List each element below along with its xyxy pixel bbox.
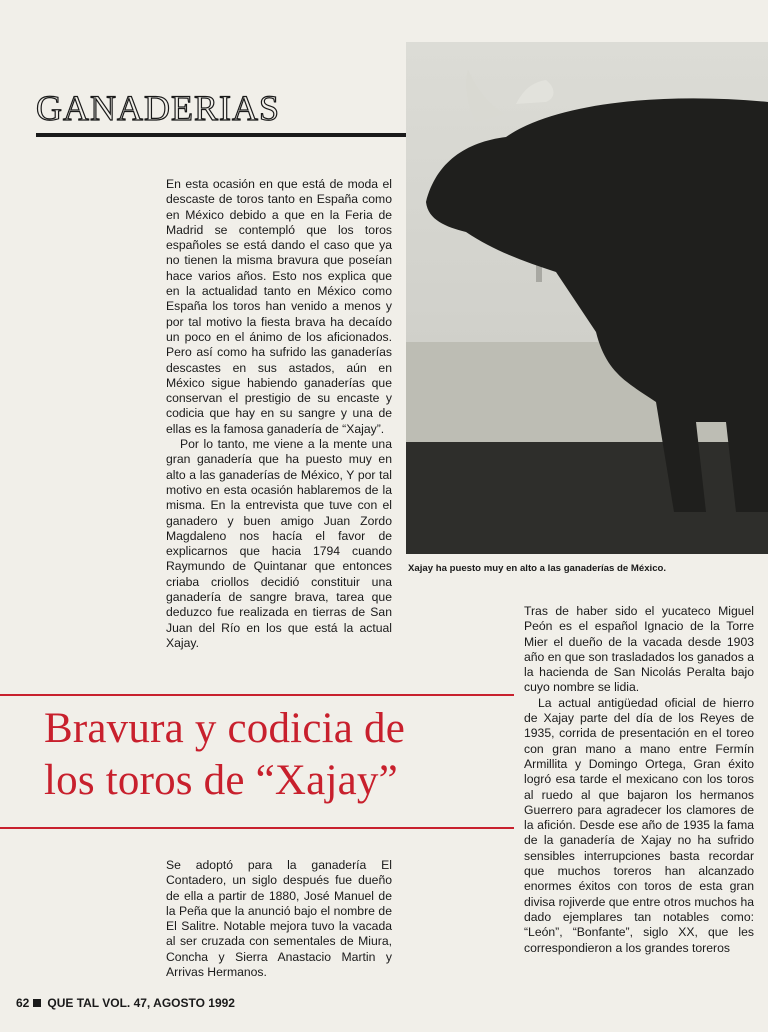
article-column-left-top <box>166 177 392 651</box>
section-title-rule <box>36 133 408 137</box>
paragraph: Se adoptó para la ganadería El Contadero, un siglo después fue dueño de ella a partir de 1880, José Manuel de la Peña que la anunció bajo el nombre de El Salitre. Notable mejora tuvo la vacada al ser cruzada con sementales de Miura, Concha y Sierra Anastacio Martin y Arrivas Hermanos. <box>166 858 392 980</box>
page-footer <box>16 996 235 1010</box>
page-number: 62 <box>16 996 30 1010</box>
section-title: GANADERIAS <box>36 88 280 128</box>
bull-horn-right <box>516 80 554 104</box>
bull-horn-left <box>466 70 504 122</box>
photo-caption: Xajay ha puesto muy en alto a las ganaderías de México. <box>408 563 667 574</box>
article-column-right <box>524 604 754 956</box>
article-headline <box>44 703 514 807</box>
paragraph: La actual antigüedad oficial de hierro de Xajay parte del día de los Reyes de 1935, corrida de presentación en el toreo con gran mano a mano entre Fermín Armillita y Domingo Ortega, Gran éxito logró esa tarde el mexicano con los toros al ruedo al que bajaron los hermanos Guerrero para agradecer los clamores de la afición. Desde ese año de 1935 la fama de la ganadería de Xajay no ha sufrido sensibles interrupciones basta recordar que muchos toreros han alcanzado enormes éxitos con toros de esta gran divisa rojiverde que entre otros muchos ha dado ejemplares tan notables como: “León”, “Bonfante”, siglo XX, que les correspondieron a los grandes toreros <box>524 695 754 955</box>
headline-line-2: los toros de “Xajay” <box>44 757 398 804</box>
paragraph: Tras de haber sido el yucateco Miguel Peón es el español Ignacio de la Torre Mier el dueño de la vacada desde 1903 año en que son trasladados los ganados a la hacienda de San Nicolás Peralta bajo cuyo nombre se lidia. <box>524 604 754 695</box>
arena-shadow <box>406 442 768 554</box>
headline-rule-top <box>0 694 514 696</box>
headline-rule-bottom <box>0 827 514 829</box>
headline-line-1: Bravura y codicia de <box>44 705 405 752</box>
square-bullet-icon <box>33 999 41 1007</box>
paragraph: En esta ocasión en que está de moda el descaste de toros tanto en España como en México debido a que en la Feria de Madrid se contempló que los toros españoles se está dando el caso que ya no tienen la misma bravura que poseían hace varios años. Esto nos explica que en la actualidad tanto en México como España los toros han venido a menos y por tal motivo la fiesta brava ha decaído un poco en el ánimo de los aficionados. Pero así como ha sufrido las ganaderías descastes en sus astados, aún en México sigue habiendo ganaderías que conservan el prestigio de su encaste y codicia que hay en su sangre y una de ellas es la famosa ganadería de “Xajay”. <box>166 177 392 436</box>
paragraph: Por lo tanto, me viene a la mente una gran ganadería que ha puesto muy en alto a las ganaderías de México, Y por tal motivo en esta ocasión hablaremos de la misma. En la entrevista que tuve con el ganadero y buen amigo Juan Zordo Magdaleno nos hacía el favor de explicarnos que hacia 1794 cuando Raymundo de Quintanar que entonces criaba criollos decidió constituir una ganadería de sangre brava, tarea que deduzco fue realizada en tierras de San Juan del Río en los que está la actual Xajay. <box>166 437 392 650</box>
bull-photo <box>406 42 768 554</box>
publication-info: QUE TAL VOL. 47, AGOSTO 1992 <box>47 996 235 1010</box>
article-column-left-bottom <box>166 858 392 980</box>
bull-illustration <box>406 42 768 554</box>
